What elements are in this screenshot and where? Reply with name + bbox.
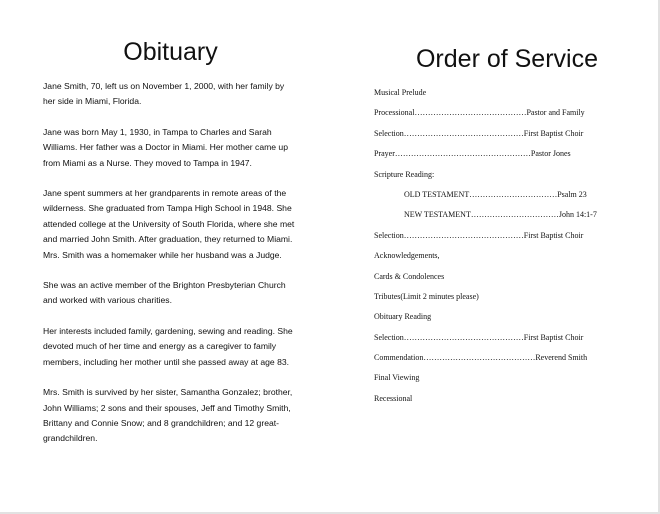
service-item: Selection………………………………………First Baptist Choir bbox=[374, 332, 584, 342]
order-of-service-column bbox=[374, 45, 640, 414]
service-item: Musical Prelude bbox=[374, 88, 427, 97]
order-of-service-title: Order of Service bbox=[415, 45, 598, 73]
service-item: NEW TESTAMENT……………………………John 14:1-7 bbox=[404, 210, 597, 220]
service-item: Recessional bbox=[374, 393, 413, 403]
obituary-paragraph: She was an active member of the Brighton Presbyterian Church and worked with various charities. bbox=[43, 280, 286, 306]
obituary-title: Obituary bbox=[123, 38, 218, 66]
service-item: Acknowledgements, bbox=[374, 251, 440, 261]
service-item: Selection………………………………………First Baptist Choir bbox=[374, 128, 584, 138]
service-item: Prayer……………………………………………Pastor Jones bbox=[374, 149, 571, 159]
obituary-column bbox=[43, 38, 298, 462]
service-item: Selection………………………………………First Baptist Choir bbox=[374, 230, 584, 240]
service-item: OLD TESTAMENT……………………………Psalm 23 bbox=[404, 189, 587, 199]
service-item: Processional……………………………………Pastor and Family bbox=[374, 108, 585, 118]
service-item: Commendation……………………………………Reverend Smith bbox=[374, 353, 588, 363]
obituary-paragraph: Her interests included family, gardening, sewing and reading. She devoted much of her time and energy as a caregiver to family members, including her mother until she passed away at age 83. bbox=[43, 325, 293, 367]
service-item: Obituary Reading bbox=[374, 312, 432, 322]
obituary-paragraph: Jane Smith, 70, left us on November 1, 2000, with her family by her side in Miami, Florida. bbox=[43, 81, 285, 107]
service-item: Cards & Condolences bbox=[374, 271, 445, 281]
service-item: Scripture Reading: bbox=[374, 169, 435, 179]
obituary-paragraph: Jane was born May 1, 1930, in Tampa to Charles and Sarah Williams. Her father was a Doctor in Miami. Her mother came up from Miami as a Nurse. They moved to Tampa in 1947. bbox=[43, 126, 288, 168]
service-item: Final Viewing bbox=[374, 373, 420, 383]
service-item: Tributes(Limit 2 minutes please) bbox=[374, 291, 479, 301]
obituary-paragraph: Jane spent summers at her grandparents in remote areas of the wilderness. She graduated from Tampa High School in 1948. She attended college at the University of South Florida, where she met and married John Smith. After graduation, they returned to Miami. Mrs. Smith was a homemaker while her husband was a Judge. bbox=[43, 188, 295, 260]
obituary-paragraph: Mrs. Smith is survived by her sister, Samantha Gonzalez; brother, John Williams; 2 sons and their spouses, Jeff and Timothy Smith, Brittany and Connie Snow; and 8 grandchildren; and 12 great-grandchildren. bbox=[43, 387, 293, 444]
